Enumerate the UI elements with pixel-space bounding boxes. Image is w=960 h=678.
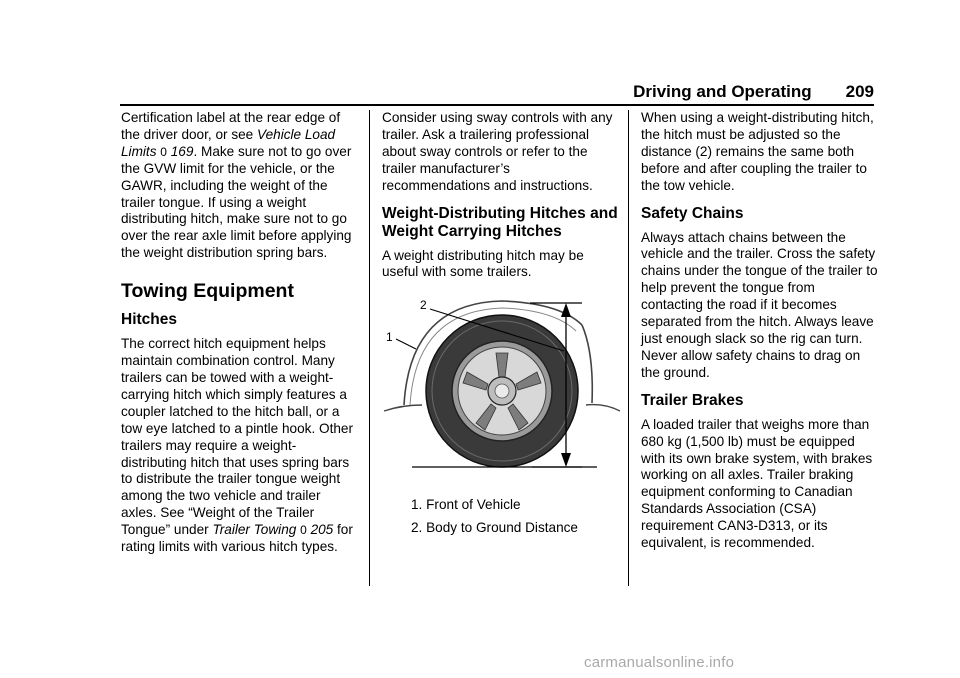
link-trailer-towing[interactable]: Trailer Towing xyxy=(212,522,297,538)
paragraph-trailer-brakes: A loaded trailer that weighs more than 680 kg (1,500 lb) must be equipped with its own brake system, with brakes working on all axles. Trailer braking equipment conforming to Canadian Standards Association (CSA) requirement CAN3-D313, or its equivalent, is recommended. xyxy=(641,416,873,551)
column-divider xyxy=(628,110,629,586)
column-divider xyxy=(369,110,370,586)
link-vehicle-load-limits[interactable]: Vehicle Load Limits xyxy=(121,126,336,159)
heading-hitches: Hitches xyxy=(121,311,177,329)
body-lower-line xyxy=(384,405,422,411)
paragraph-certification xyxy=(121,110,359,262)
paragraph-weight-distributing: A weight distributing hitch may be useful with some trailers. xyxy=(382,247,584,280)
paragraph-safety-chains: Always attach chains between the vehicle and the trailer. Cross the safety chains under the tongue of the trailer to help prevent the tongue from contacting the road if it becomes separated from the hitch. Always leave just enough slack so the rig can turn. Never allow safety chains to drag on the ground. xyxy=(641,229,878,380)
body-lower-line-rear xyxy=(586,405,620,411)
center-cap xyxy=(495,384,509,398)
tire-diagram xyxy=(382,293,620,483)
callout-1-label: 1 xyxy=(386,330,393,345)
caption-item: 1. Front of Vehicle xyxy=(411,497,521,513)
page-ref-symbol: 0 xyxy=(160,144,167,159)
tire-illustration xyxy=(382,293,620,483)
callout-2-label: 2 xyxy=(420,298,427,313)
page-ref-symbol: 0 xyxy=(300,523,307,538)
page-number: 209 xyxy=(845,82,874,101)
para-text: The correct hitch equipment helps maintain combination control. Many trailers can be towed with a weight-carrying hitch which simply features a coupler latched to the hitch ball, or a tow eye latched to a pintle hook. Other trailers may require a weight-distributing hitch that uses spring bars to distribute the trailer tongue weight among the two vehicle and trailer axles. See “Weight of the Trailer Tongue” under xyxy=(121,336,353,538)
arrow-down-head xyxy=(561,453,571,467)
heading-towing-equipment: Towing Equipment xyxy=(121,280,294,303)
arrow-up-head xyxy=(561,303,571,317)
callout-1-leader xyxy=(396,339,416,349)
header-rule xyxy=(120,104,874,106)
para-text: . Make sure not to go over the GVW limit for the vehicle, or the GAWR, including the weight of the trailer tongue. If using a weight distributing hitch, make sure not to go over the rear axle limit before applying the weight distribution spring bars. xyxy=(121,143,352,261)
heading-weight-distributing-hitches: Weight-Distributing Hitches and Weight Carrying Hitches xyxy=(382,204,618,240)
page-header xyxy=(633,82,874,102)
paragraph-sway-controls: Consider using sway controls with any trailer. Ask a trailering professional about sway controls or refer to the trailer manufacturer’s recommendations and instructions. xyxy=(382,110,613,193)
para-text: Certification label at the rear edge of the driver door, or see xyxy=(121,110,341,142)
para-text: for rating limits with various hitch types. xyxy=(121,522,353,555)
caption-item: 2. Body to Ground Distance xyxy=(411,520,578,536)
heading-safety-chains: Safety Chains xyxy=(641,204,744,222)
figure-captions xyxy=(382,497,620,537)
column-1 xyxy=(121,110,359,556)
paragraph-hitches xyxy=(121,336,359,556)
paragraph-hitch-adjustment: When using a weight-distributing hitch, the hitch must be adjusted so the distance (2) remains the same both before and after coupling the trailer to the tow vehicle. xyxy=(641,110,874,193)
fender-rear-edge xyxy=(582,325,592,403)
column-3 xyxy=(641,110,879,552)
watermark: carmanualsonline.info xyxy=(584,654,735,671)
page-ref-169[interactable]: 169 xyxy=(170,143,194,159)
heading-trailer-brakes: Trailer Brakes xyxy=(641,391,744,409)
page-ref-205[interactable]: 205 xyxy=(310,522,334,538)
column-2 xyxy=(382,110,620,537)
section-title: Driving and Operating xyxy=(633,82,812,101)
